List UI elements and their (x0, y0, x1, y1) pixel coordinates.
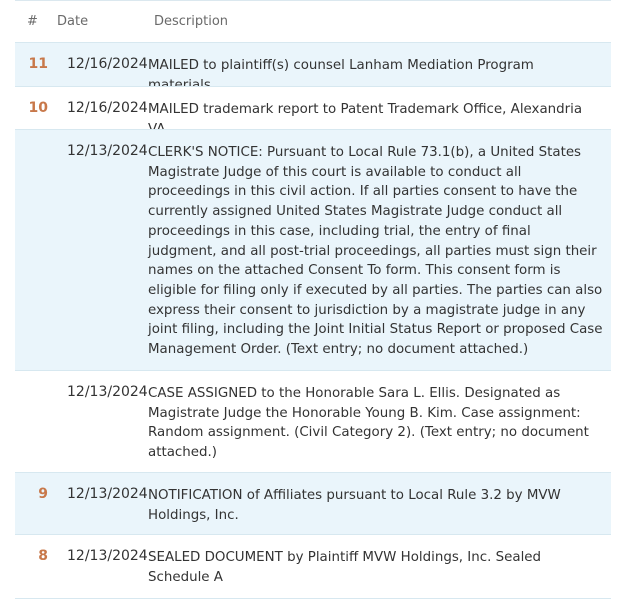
header-number: # (27, 14, 38, 29)
entry-date: 12/13/2024 (67, 486, 148, 502)
table-header (15, 1, 611, 42)
table-row (15, 42, 611, 86)
entry-date: 12/13/2024 (67, 143, 148, 159)
entry-description: MAILED trademark report to Patent Trademark Office, Alexandria (148, 102, 583, 117)
entry-number-link[interactable]: 9 (38, 486, 48, 502)
entry-description: CLERK'S NOTICE: Pursuant to Local Rule 73.1(b), a United States Magistrate Judge of this court is available to conduct all proceedings in this civil action. If all parties consent to have the currently assigned United States Magistrate Judge conduct all proceedings in this case, including trial, the entry of final judgment, and all post-trial proceedings, all parties must sign their names on the attached Consent To form. This consent form is eligible for filing only if executed by all parties. The parties can also express their consent to jurisdiction by a magistrate judge in any joint filing, including the Joint Initial Status Report or proposed Case Management Order. (Text entry; no document attached.) (148, 145, 603, 358)
header-date: Date (57, 14, 89, 29)
entry-date: 12/13/2024 (67, 548, 148, 564)
entry-description: CASE ASSIGNED to the Honorable Sara L. Ellis. Designated as Magistrate Judge the Honorable Young B. Kim. Case assignment: Random assignment. (Civil Category 2). (Text entry; no document attached.) (148, 386, 589, 461)
table-row (15, 129, 611, 370)
table-row (15, 472, 611, 534)
entry-number-link[interactable]: 8 (38, 548, 48, 564)
entry-date: 12/16/2024 (67, 100, 148, 116)
entry-date: 12/16/2024 (67, 56, 148, 72)
header-description: Description (154, 14, 229, 29)
entry-number-link[interactable]: 11 (28, 56, 48, 72)
entry-date: 12/13/2024 (67, 384, 148, 400)
table-row (15, 370, 611, 472)
entry-description: NOTIFICATION of Affiliates pursuant to Local Rule 3.2 by MVW Holdings, Inc. (148, 488, 561, 523)
table-row (15, 534, 611, 596)
table-row (15, 86, 611, 129)
entry-description: SEALED DOCUMENT by Plaintiff MVW Holdings, Inc. Sealed Schedule A (148, 550, 542, 585)
table-bottom-border (15, 598, 611, 599)
entry-description: MAILED to plaintiff(s) counsel Lanham Mediation Program (148, 58, 534, 73)
docket-table (15, 0, 611, 596)
entry-number-link[interactable]: 10 (28, 100, 48, 116)
